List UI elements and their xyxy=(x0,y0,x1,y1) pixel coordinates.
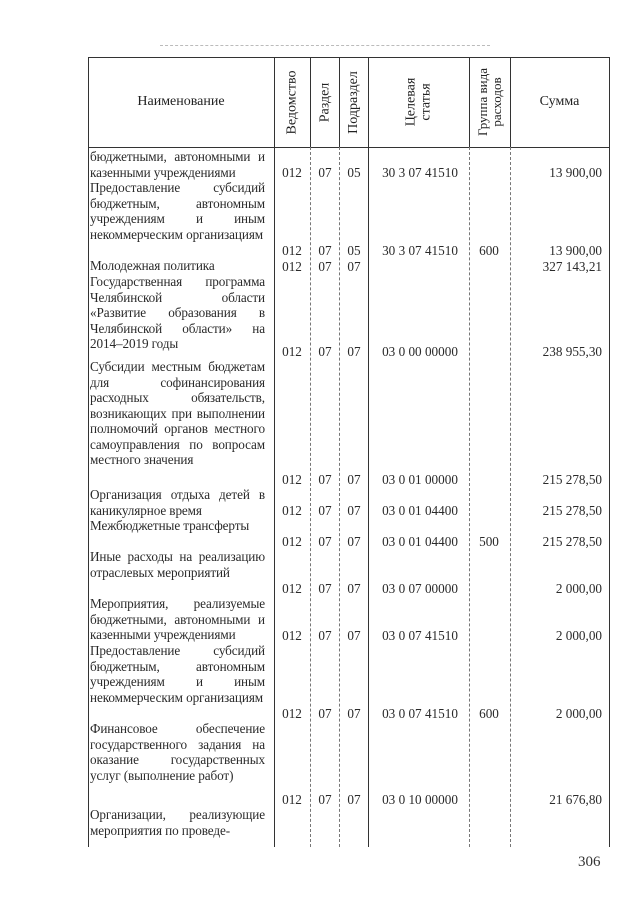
row-podrazdel: 07 xyxy=(347,502,361,518)
row-vedomstvo: 012 xyxy=(282,502,302,518)
row-summa: 13 900,00 xyxy=(549,164,602,180)
row-podrazdel: 07 xyxy=(347,533,361,549)
row-name: Молодежная политика xyxy=(90,258,215,273)
row-summa: 215 278,50 xyxy=(542,533,602,549)
row-summa: 327 143,21 xyxy=(542,258,602,274)
row-podrazdel: 07 xyxy=(347,471,361,487)
row-celevaya: 03 0 00 00000 xyxy=(382,343,458,359)
header-gruppa-line1: Группа вида xyxy=(474,68,490,136)
table-row xyxy=(88,274,610,359)
row-podrazdel: 07 xyxy=(347,580,361,596)
header-name-cell xyxy=(88,57,274,147)
row-vedomstvo: 012 xyxy=(282,533,302,549)
header-gruppa-line2: расходов xyxy=(488,77,504,127)
row-podrazdel: 07 xyxy=(347,258,361,274)
row-summa: 2 000,00 xyxy=(555,580,602,596)
row-summa: 215 278,50 xyxy=(542,471,602,487)
row-gruppa: 600 xyxy=(479,705,499,721)
row-razdel: 07 xyxy=(318,242,332,258)
row-vedomstvo: 012 xyxy=(282,627,302,643)
header-razdel-cell xyxy=(310,57,339,147)
row-name: Государственная программа Челябинской области «Развитие образования в Челябинской области» на 2014–2019 годы xyxy=(90,274,265,351)
header-celevaya xyxy=(403,78,433,127)
row-summa: 238 955,30 xyxy=(542,343,602,359)
row-vedomstvo: 012 xyxy=(282,471,302,487)
row-celevaya: 03 0 07 41510 xyxy=(382,705,458,721)
row-summa: 2 000,00 xyxy=(555,627,602,643)
header-name: Наименование xyxy=(137,94,225,109)
table-row xyxy=(88,180,610,258)
header-celevaya-cell xyxy=(368,57,469,147)
table-row xyxy=(88,487,610,518)
row-podrazdel: 07 xyxy=(347,791,361,807)
row-podrazdel: 07 xyxy=(347,627,361,643)
header-celevaya-line2: статья xyxy=(418,83,434,121)
table-row xyxy=(88,149,610,180)
row-celevaya: 30 3 07 41510 xyxy=(382,242,458,258)
header-gruppa-cell xyxy=(469,57,510,147)
row-name: бюджетными, автономными и казенными учреждениями xyxy=(90,149,265,180)
header-podrazdel-cell xyxy=(339,57,368,147)
row-celevaya: 03 0 07 00000 xyxy=(382,580,458,596)
row-celevaya: 03 0 10 00000 xyxy=(382,791,458,807)
row-podrazdel: 05 xyxy=(347,242,361,258)
row-vedomstvo: 012 xyxy=(282,580,302,596)
row-celevaya: 30 3 07 41510 xyxy=(382,164,458,180)
row-name: Организация отдыха детей в каникулярное время xyxy=(90,487,265,518)
row-vedomstvo: 012 xyxy=(282,705,302,721)
header-summa-cell xyxy=(510,57,609,147)
row-vedomstvo: 012 xyxy=(282,258,302,274)
table-row xyxy=(88,549,610,596)
row-podrazdel: 05 xyxy=(347,164,361,180)
table-row xyxy=(88,518,610,549)
row-razdel: 07 xyxy=(318,258,332,274)
row-name: Финансовое обеспечение государственного задания на оказание государственных услуг (выполнение работ) xyxy=(90,721,265,783)
row-summa: 21 676,80 xyxy=(549,791,602,807)
row-summa: 215 278,50 xyxy=(542,502,602,518)
row-razdel: 07 xyxy=(318,580,332,596)
budget-table xyxy=(88,57,610,847)
header-razdel: Раздел xyxy=(317,82,333,122)
row-name: Иные расходы на реализацию отраслевых мероприятий xyxy=(90,549,265,580)
row-summa: 13 900,00 xyxy=(549,242,602,258)
row-razdel: 07 xyxy=(318,791,332,807)
row-podrazdel: 07 xyxy=(347,705,361,721)
row-razdel: 07 xyxy=(318,343,332,359)
row-razdel: 07 xyxy=(318,471,332,487)
row-podrazdel: 07 xyxy=(347,343,361,359)
row-vedomstvo: 012 xyxy=(282,791,302,807)
row-name: Предоставление субсидий бюджетным, автономным учреждениям и иным некоммерческим организациям xyxy=(90,643,265,705)
header-summa: Сумма xyxy=(539,94,580,109)
header-gruppa xyxy=(476,68,504,136)
row-celevaya: 03 0 01 04400 xyxy=(382,533,458,549)
row-vedomstvo: 012 xyxy=(282,242,302,258)
header-bottom-border xyxy=(88,147,610,148)
row-name: Межбюджетные трансферты xyxy=(90,518,250,533)
page-number: 306 xyxy=(578,854,601,870)
row-razdel: 07 xyxy=(318,533,332,549)
table-row xyxy=(88,807,610,847)
row-celevaya: 03 0 01 04400 xyxy=(382,502,458,518)
scan-artifact-line xyxy=(160,45,490,46)
row-razdel: 07 xyxy=(318,502,332,518)
row-gruppa: 500 xyxy=(479,533,499,549)
header-vedomstvo-cell xyxy=(274,57,310,147)
table-row xyxy=(88,643,610,721)
table-row xyxy=(88,359,610,487)
row-razdel: 07 xyxy=(318,627,332,643)
row-celevaya: 03 0 01 00000 xyxy=(382,471,458,487)
table-row xyxy=(88,596,610,643)
row-vedomstvo: 012 xyxy=(282,164,302,180)
row-gruppa: 600 xyxy=(479,242,499,258)
table-row xyxy=(88,721,610,807)
row-razdel: 07 xyxy=(318,705,332,721)
header-podrazdel: Подраздел xyxy=(346,70,361,134)
row-name: Организации, реализующие мероприятия по проведе- xyxy=(90,807,265,838)
row-summa: 2 000,00 xyxy=(555,705,602,721)
row-celevaya: 03 0 07 41510 xyxy=(382,627,458,643)
row-razdel: 07 xyxy=(318,164,332,180)
header-celevaya-line1: Целевая xyxy=(403,77,419,127)
row-name: Субсидии местным бюджетам для софинансирования расходных обязательств, возникающих при выполнении полномочий органов местного самоуправления по вопросам местного значения xyxy=(90,359,265,467)
row-name: Мероприятия, реализуемые бюджетными, автономными и казенными учреждениями xyxy=(90,596,265,642)
row-vedomstvo: 012 xyxy=(282,343,302,359)
row-name: Предоставление субсидий бюджетным, автономным учреждениям и иным некоммерческим организациям xyxy=(90,180,265,242)
header-vedomstvo: Ведомство xyxy=(284,70,300,134)
table-row xyxy=(88,258,610,274)
